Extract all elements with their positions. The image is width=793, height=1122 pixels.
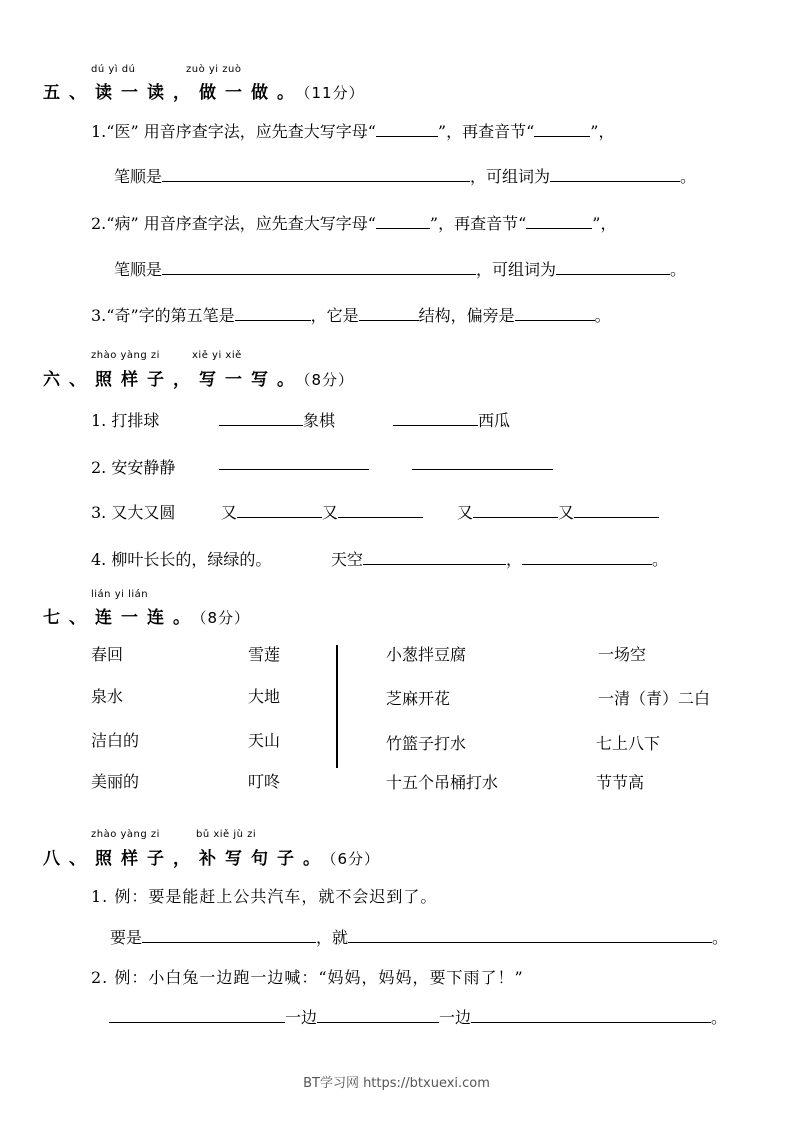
text: 笔顺是 [114,167,163,186]
answer-blank[interactable] [359,306,419,321]
text: 3.“奇”字的第五笔是 [91,306,235,325]
text: ”， [592,214,617,233]
text: 要是 [110,928,143,947]
match-right-item[interactable]: 节节高 [596,773,645,792]
text: 一边 [285,1008,318,1027]
s6-q3-a [221,500,423,523]
text: ， [506,550,523,569]
text: 天空 [331,550,364,569]
s5-q3 [91,303,611,326]
text: 结构，偏旁是 [418,306,515,325]
text: 2.“病” 用音序查字法，应先查大写字母“ [91,214,376,233]
text: 又 [558,503,575,522]
answer-blank[interactable] [219,411,303,426]
pinyin-zuo-yi-zuo: zuò yi zuò [186,64,242,75]
match-left-item[interactable]: 泉水 [91,687,124,706]
s6-q4-label: 4. 柳叶长长的，绿绿的。 [91,550,272,569]
match-right-item[interactable]: 一清（青）二白 [598,689,711,708]
s5-q1-line2 [114,164,696,187]
section-points: （8分） [199,609,251,627]
text: 又 [457,503,474,522]
s6-q1-a [219,408,335,431]
text: 。 [594,306,611,325]
answer-blank[interactable] [515,306,595,321]
text: 。 [670,260,687,279]
match-right-item[interactable]: 一场空 [598,645,647,664]
footer-watermark: BT学习网 https://btxuexi.com [303,1076,490,1091]
answer-blank[interactable] [574,503,659,518]
match-right-item[interactable]: 雪莲 [248,645,281,664]
answer-blank[interactable] [393,411,478,426]
s6-q3-label: 3. 又大又圆 [91,503,176,522]
text: ”， [590,122,615,141]
section-points: （8分） [303,371,355,389]
answer-blank[interactable] [109,1008,285,1023]
text: ”，再查音节“ [429,214,527,233]
answer-blank[interactable] [237,503,322,518]
answer-blank[interactable] [142,928,316,943]
section-7-title [43,603,250,628]
pinyin-xie-yi-xie: xiě yi xiě [192,350,242,361]
answer-blank[interactable] [550,167,680,182]
match-right-item[interactable]: 七上八下 [596,734,661,753]
match-left-item[interactable]: 洁白的 [91,731,140,750]
s6-q1-b [393,408,510,431]
answer-blank[interactable] [348,928,712,943]
text: 又 [322,503,339,522]
pinyin-zhao-yang-zi: zhào yàng zi [91,350,160,361]
match-right-item[interactable]: 大地 [248,687,281,706]
text: ”，再查音节“ [437,122,535,141]
s6-q1-label: 1. 打排球 [91,411,160,430]
section-6-title [43,365,354,390]
answer-blank[interactable] [412,455,553,470]
section-points: （11分） [303,84,365,102]
text: 。 [712,928,729,947]
answer-blank[interactable] [219,455,369,470]
s6-q3-b [457,500,659,523]
section-points: （6分） [329,850,381,868]
section-title-text: 七、连一连。 [43,608,199,628]
text: 西瓜 [478,411,511,430]
text: 一边 [439,1008,472,1027]
match-left-item[interactable]: 芝麻开花 [386,689,451,708]
answer-blank[interactable] [162,167,470,182]
column-divider [336,645,338,768]
answer-blank[interactable] [376,214,430,229]
match-left-item[interactable]: 竹篮子打水 [386,734,467,753]
pinyin-lian-yi-lian: lián yi lián [91,589,149,600]
section-8-title [43,844,380,869]
text: ，可组词为 [476,260,557,279]
answer-blank[interactable] [317,1008,439,1023]
text: 象棋 [303,411,336,430]
s6-q2-label: 2. 安安静静 [91,458,176,477]
answer-blank[interactable] [526,214,592,229]
pinyin-bu-xie-ju-zi: bǔ xiě jù zi [196,829,257,840]
text: 又 [221,503,238,522]
text: 。 [652,550,669,569]
section-title-text: 六、照样子，写一写。 [43,370,303,390]
text: ，它是 [310,306,359,325]
text: ，就 [316,928,349,947]
answer-blank[interactable] [235,306,311,321]
answer-blank[interactable] [556,260,670,275]
match-left-item[interactable]: 小葱拌豆腐 [386,645,467,664]
section-title-text: 八、照样子，补写句子。 [43,849,329,869]
answer-blank[interactable] [376,122,438,137]
s5-q2-line2 [114,257,686,280]
text: 。 [680,167,697,186]
match-right-item[interactable]: 叮咚 [248,772,281,791]
section-5-title [43,78,365,103]
match-left-item[interactable]: 春回 [91,645,124,664]
match-left-item[interactable]: 十五个吊桶打水 [386,773,499,792]
pinyin-du-yi-du: dú yì dú [91,64,136,75]
answer-blank[interactable] [338,503,423,518]
section-title-text: 五、读一读，做一做。 [43,83,303,103]
s8-q2-answer [109,1005,727,1028]
answer-blank[interactable] [534,122,590,137]
answer-blank[interactable] [471,1008,711,1023]
answer-blank[interactable] [363,550,506,565]
text: ，可组词为 [470,167,551,186]
s8-q1-example: 1. 例：要是能赶上公共汽车，就不会迟到了。 [91,887,438,906]
pinyin-zhao-yang-zi: zhào yàng zi [91,829,160,840]
match-left-item[interactable]: 美丽的 [91,772,140,791]
text: 。 [711,1008,728,1027]
s8-q2-example: 2. 例：小白兔一边跑一边喊：“妈妈，妈妈，要下雨了！” [91,968,524,987]
s5-q1-line1 [91,119,614,142]
match-right-item[interactable]: 天山 [248,731,281,750]
s6-q2-answers [219,455,553,474]
text: 笔顺是 [114,260,163,279]
s5-q2-line1 [91,211,616,234]
s6-q4-answers [331,547,668,570]
s8-q1-answer [110,925,728,948]
answer-blank[interactable] [473,503,558,518]
answer-blank[interactable] [162,260,476,275]
answer-blank[interactable] [522,550,652,565]
text: 1.“医” 用音序查字法，应先查大写字母“ [91,122,376,141]
